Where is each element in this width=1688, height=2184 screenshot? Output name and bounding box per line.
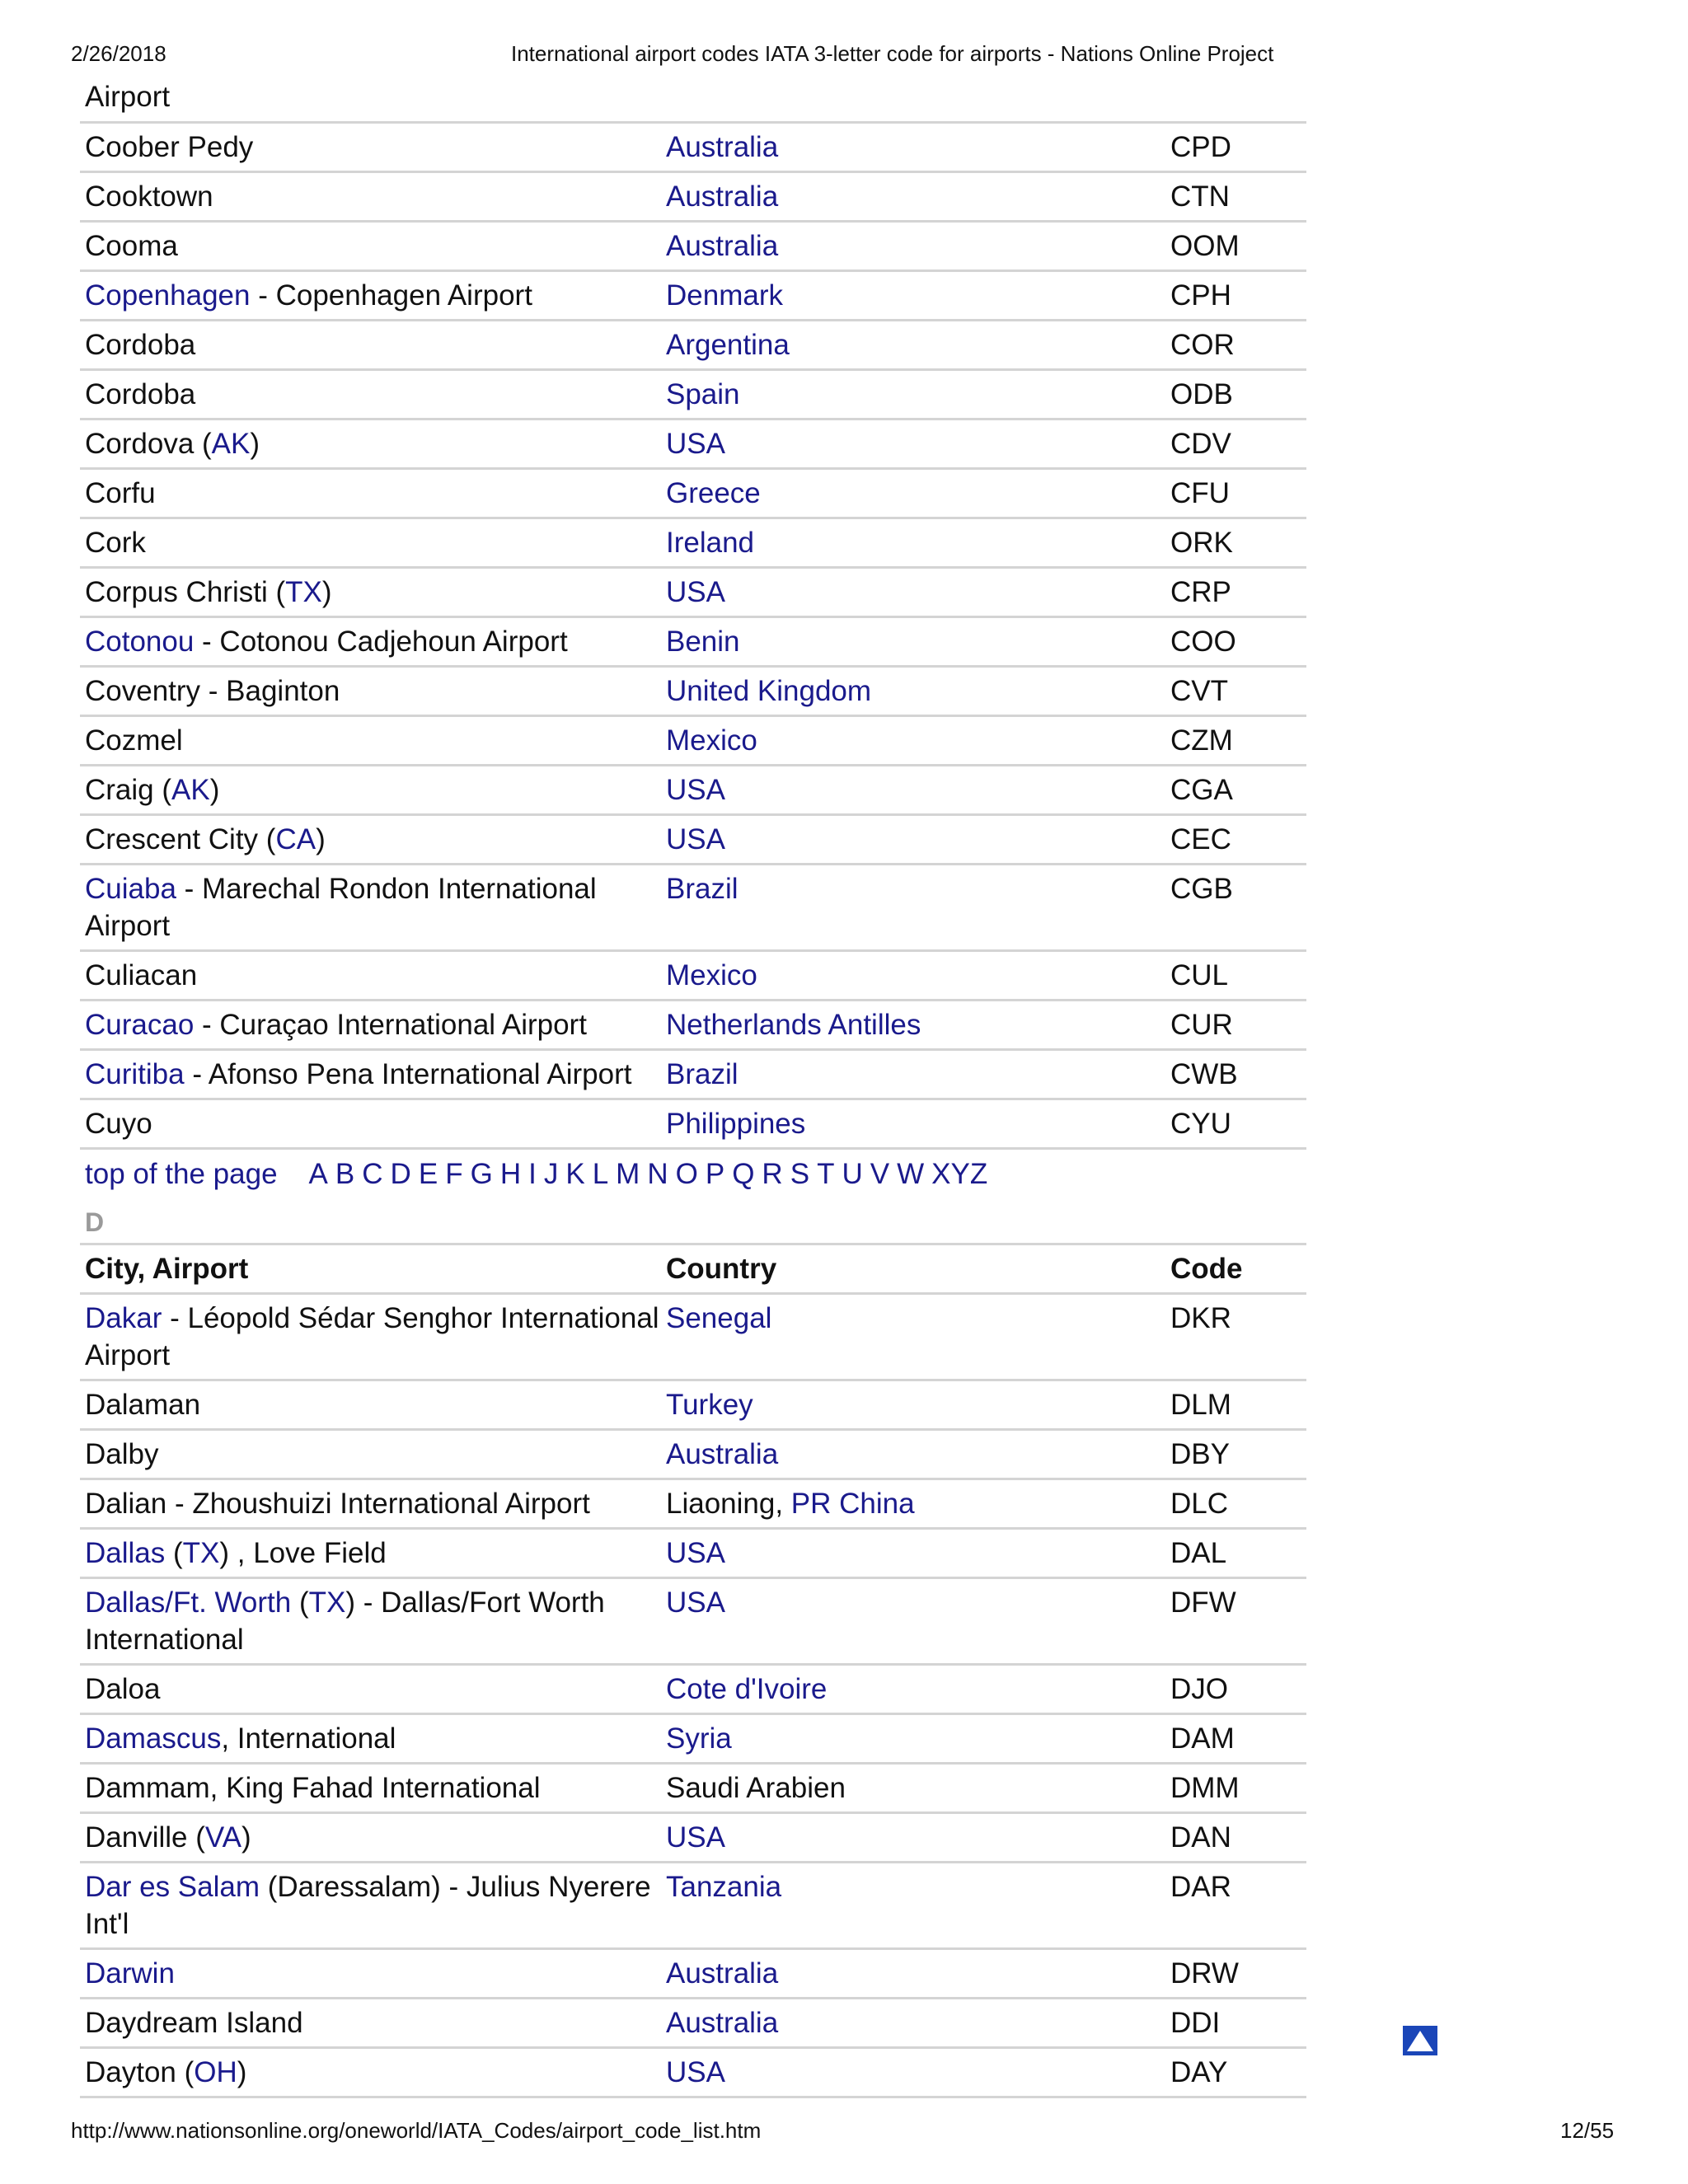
table-row <box>80 1530 1306 1579</box>
code-cell: OOM <box>1170 230 1240 262</box>
table-link[interactable]: OH <box>194 2056 237 2088</box>
country-cell <box>661 425 1165 467</box>
code-cell: DJO <box>1170 1673 1228 1705</box>
cell-text: - Cotonou Cadjehoun Airport <box>194 626 568 658</box>
table-link[interactable]: Mexico <box>666 959 757 991</box>
country-cell <box>661 722 1165 764</box>
country-cell <box>661 2054 1165 2096</box>
cell-text: - Curaçao International Airport <box>194 1009 587 1041</box>
header-country: Country <box>666 1253 777 1285</box>
country-cell <box>661 1056 1165 1098</box>
country-cell <box>661 1386 1165 1428</box>
table-link[interactable]: Turkey <box>666 1389 753 1421</box>
city-airport-cell <box>80 227 661 269</box>
table-link[interactable]: Syria <box>666 1722 732 1755</box>
country-cell <box>661 1300 1165 1379</box>
code-cell: CYU <box>1170 1108 1231 1140</box>
cell-text: Cozmel <box>85 724 183 757</box>
table-link[interactable]: Dallas/Ft. Worth <box>85 1586 292 1619</box>
letter-link-s[interactable]: S <box>790 1158 810 1190</box>
country-cell <box>661 1819 1165 1861</box>
city-airport-cell <box>80 870 661 949</box>
cell-text: (Daressalam) - Julius Nyerere Int'l <box>85 1871 651 1940</box>
cell-text: Cordova ( <box>85 428 212 460</box>
table-row <box>80 1431 1306 1480</box>
country-cell <box>661 1671 1165 1713</box>
print-page-title: International airport codes IATA 3-letter code for airports - Nations Online Project <box>511 41 1274 66</box>
table-link[interactable]: Argentina <box>666 329 790 361</box>
table-row <box>80 668 1306 717</box>
city-airport-cell <box>80 1535 661 1577</box>
code-cell: DAL <box>1170 1537 1227 1569</box>
table-body-c <box>80 124 1306 1150</box>
table-link[interactable]: Mexico <box>666 724 757 757</box>
code-cell: DRW <box>1170 1957 1239 1990</box>
code-cell: CGA <box>1170 774 1233 806</box>
code-cell: ORK <box>1170 527 1233 559</box>
cell-text: Dalby <box>85 1438 159 1470</box>
cell-text: ) , Love Field <box>219 1537 387 1569</box>
table-row <box>80 569 1306 618</box>
country-cell <box>661 1105 1165 1147</box>
country-cell <box>661 129 1165 171</box>
code-cell: CEC <box>1170 823 1231 855</box>
city-airport-cell <box>80 1485 661 1527</box>
table-row <box>80 1814 1306 1863</box>
table-link[interactable]: CA <box>275 823 316 855</box>
table-link[interactable]: Cotonou <box>85 626 195 658</box>
table-link[interactable]: Dakar <box>85 1302 162 1334</box>
table-link[interactable]: USA <box>666 774 725 806</box>
cell-text: Daloa <box>85 1673 161 1705</box>
print-url: http://www.nationsonline.org/oneworld/IATA_Codes/airport_code_list.htm <box>71 2118 762 2143</box>
code-cell: CDV <box>1170 428 1231 460</box>
city-airport-cell <box>80 1300 661 1379</box>
cell-text: Cordoba <box>85 378 196 410</box>
table-link[interactable]: Cuiaba <box>85 873 176 905</box>
code-cell: DAY <box>1170 2056 1228 2088</box>
page-number: 12/55 <box>1560 2118 1615 2143</box>
continued-cell: Airport <box>80 74 1306 124</box>
table-link[interactable]: Australia <box>666 230 779 262</box>
table-row <box>80 321 1306 371</box>
cell-text: Cuyo <box>85 1108 152 1140</box>
table-row <box>80 1715 1306 1765</box>
table-link[interactable]: Greece <box>666 477 761 509</box>
cell-text: ( <box>165 1537 183 1569</box>
up-arrow-icon[interactable] <box>1403 2026 1437 2055</box>
city-airport-cell <box>80 326 661 368</box>
city-airport-cell <box>80 178 661 220</box>
table-link[interactable]: Senegal <box>666 1302 772 1334</box>
table-row <box>80 272 1306 321</box>
city-airport-cell <box>80 1720 661 1762</box>
city-airport-cell <box>80 1769 661 1811</box>
cell-text: Danville ( <box>85 1821 205 1854</box>
cell-text: , International <box>221 1722 396 1755</box>
code-cell: DMM <box>1170 1772 1240 1804</box>
country-cell <box>661 673 1165 715</box>
letter-link-m[interactable]: M <box>616 1158 640 1190</box>
city-airport-cell <box>80 722 661 764</box>
country-cell <box>661 1769 1165 1811</box>
table-row <box>80 223 1306 272</box>
cell-text: ) - Dallas/Fort Worth International <box>85 1586 605 1656</box>
code-cell: DAN <box>1170 1821 1231 1854</box>
letter-link-i[interactable]: I <box>528 1158 537 1190</box>
country-cell <box>661 2004 1165 2046</box>
country-cell <box>661 178 1165 220</box>
city-airport-cell <box>80 1819 661 1861</box>
table-row <box>80 2049 1306 2098</box>
table-row <box>80 1480 1306 1530</box>
header-city: City, Airport <box>85 1253 249 1285</box>
city-airport-cell <box>80 129 661 171</box>
city-airport-cell <box>80 376 661 418</box>
city-airport-cell <box>80 957 661 999</box>
country-cell <box>661 574 1165 616</box>
table-row <box>80 1100 1306 1150</box>
country-cell <box>661 475 1165 517</box>
cell-text: Dalian - Zhoushuizi International Airport <box>85 1488 590 1520</box>
cell-text: Corfu <box>85 477 156 509</box>
city-airport-cell <box>80 1056 661 1098</box>
country-cell <box>661 326 1165 368</box>
letter-link-n[interactable]: N <box>647 1158 668 1190</box>
code-cell: CGB <box>1170 873 1233 905</box>
cell-text: ) <box>237 2056 247 2088</box>
country-cell <box>661 1006 1165 1048</box>
letter-link-a[interactable]: A <box>308 1158 328 1190</box>
table-link[interactable]: Brazil <box>666 873 738 905</box>
table-row <box>80 1295 1306 1381</box>
cell-text: Corpus Christi ( <box>85 576 286 608</box>
city-airport-cell <box>80 2004 661 2046</box>
code-cell: CUR <box>1170 1009 1233 1041</box>
table-link[interactable]: Cote d'Ivoire <box>666 1673 828 1705</box>
table-row <box>80 371 1306 420</box>
city-airport-cell <box>80 1868 661 1947</box>
table-link[interactable]: TX <box>182 1537 220 1569</box>
airport-table <box>80 74 1306 2098</box>
table-body-d <box>80 1295 1306 2098</box>
country-cell <box>661 957 1165 999</box>
table-link[interactable]: USA <box>666 576 725 608</box>
city-airport-cell <box>80 1006 661 1048</box>
table-link[interactable]: VA <box>204 1821 241 1854</box>
cell-text: Daydream Island <box>85 2007 303 2039</box>
city-airport-cell <box>80 524 661 566</box>
letter-link-d[interactable]: D <box>390 1158 411 1190</box>
table-link[interactable]: USA <box>666 428 725 460</box>
cell-text: Dammam, King Fahad International <box>85 1772 541 1804</box>
country-cell <box>661 1720 1165 1762</box>
country-cell <box>661 1955 1165 1997</box>
cell-text: Coober Pedy <box>85 131 254 163</box>
country-cell <box>661 1436 1165 1478</box>
table-row <box>80 420 1306 470</box>
cell-text: Cooma <box>85 230 178 262</box>
table-link[interactable]: PR China <box>790 1488 915 1520</box>
table-link[interactable]: Darwin <box>85 1957 175 1990</box>
table-link[interactable]: Dar es Salam <box>85 1871 260 1903</box>
cell-text: ) <box>209 774 220 806</box>
letter-link-g[interactable]: G <box>470 1158 493 1190</box>
code-cell: COO <box>1170 626 1236 658</box>
table-link[interactable]: TX <box>285 576 322 608</box>
letter-link-xyz[interactable]: XYZ <box>931 1158 988 1190</box>
code-cell: CUL <box>1170 959 1229 991</box>
code-cell: DFW <box>1170 1586 1236 1619</box>
country-cell <box>661 376 1165 418</box>
code-cell: DAM <box>1170 1722 1235 1755</box>
print-date: 2/26/2018 <box>71 41 166 66</box>
city-airport-cell <box>80 623 661 665</box>
table-link[interactable]: United Kingdom <box>666 675 872 707</box>
code-cell: CTN <box>1170 180 1230 213</box>
table-link[interactable]: Spain <box>666 378 740 410</box>
letter-link-f[interactable]: F <box>445 1158 463 1190</box>
cell-text: - Léopold Sédar Senghor International Airport <box>85 1302 659 1371</box>
letter-link-v[interactable]: V <box>870 1158 890 1190</box>
country-cell <box>661 771 1165 813</box>
table-row <box>80 766 1306 816</box>
table-link[interactable]: Australia <box>666 1438 779 1470</box>
table-link[interactable]: Curacao <box>85 1009 195 1041</box>
table-row <box>80 816 1306 865</box>
table-link[interactable]: Australia <box>666 2007 779 2039</box>
table-link[interactable]: AK <box>171 774 210 806</box>
code-cell: CWB <box>1170 1058 1238 1090</box>
letter-link-c[interactable]: C <box>362 1158 383 1190</box>
cell-text: ) <box>250 428 260 460</box>
cell-text: ( <box>291 1586 309 1619</box>
table-row <box>80 1666 1306 1715</box>
letter-link-l[interactable]: L <box>592 1158 609 1190</box>
table-link[interactable]: Damascus <box>85 1722 222 1755</box>
cell-text: Saudi Arabien <box>666 1772 846 1804</box>
table-link[interactable]: Australia <box>666 1957 779 1990</box>
country-cell <box>661 1535 1165 1577</box>
code-cell: CPD <box>1170 131 1231 163</box>
letter-link-r[interactable]: R <box>762 1158 783 1190</box>
country-cell <box>661 821 1165 863</box>
cell-text: Dayton ( <box>85 2056 195 2088</box>
country-cell <box>661 1584 1165 1663</box>
letter-link-p[interactable]: P <box>705 1158 725 1190</box>
country-cell <box>661 623 1165 665</box>
table-row <box>80 519 1306 569</box>
letter-link-e[interactable]: E <box>418 1158 438 1190</box>
city-airport-cell <box>80 1955 661 1997</box>
table-link[interactable]: USA <box>666 1821 725 1854</box>
letter-link-j[interactable]: J <box>543 1158 559 1190</box>
city-airport-cell <box>80 771 661 813</box>
code-cell: DKR <box>1170 1302 1231 1334</box>
cell-text: Liaoning, <box>666 1488 791 1520</box>
table-row <box>80 1579 1306 1666</box>
table-row <box>80 717 1306 766</box>
city-airport-cell <box>80 821 661 863</box>
letter-link-k[interactable]: K <box>565 1158 585 1190</box>
city-airport-cell <box>80 2054 661 2096</box>
city-airport-cell <box>80 673 661 715</box>
cell-text: ) <box>316 823 326 855</box>
country-cell <box>661 870 1165 949</box>
code-cell: ODB <box>1170 378 1233 410</box>
table-row <box>80 865 1306 952</box>
cell-text: Cooktown <box>85 180 213 213</box>
city-airport-cell <box>80 1584 661 1663</box>
letter-link-t[interactable]: T <box>817 1158 835 1190</box>
city-airport-cell <box>80 1671 661 1713</box>
table-link[interactable]: Tanzania <box>666 1871 782 1903</box>
cell-text: Dalaman <box>85 1389 201 1421</box>
table-row <box>80 1765 1306 1814</box>
table-row <box>80 618 1306 668</box>
code-cell: CVT <box>1170 675 1228 707</box>
table-row <box>80 1051 1306 1100</box>
country-cell <box>661 1868 1165 1947</box>
letter-navigation <box>80 1150 1306 1199</box>
table-link[interactable]: Australia <box>666 131 779 163</box>
country-cell <box>661 1485 1165 1527</box>
letter-link-w[interactable]: W <box>897 1158 925 1190</box>
table-row <box>80 1001 1306 1051</box>
city-airport-cell <box>80 425 661 467</box>
code-cell: CPH <box>1170 279 1231 312</box>
code-cell: CZM <box>1170 724 1233 757</box>
letter-link-u[interactable]: U <box>842 1158 863 1190</box>
table-row <box>80 1999 1306 2049</box>
table-link[interactable]: USA <box>666 823 725 855</box>
table-link[interactable]: Brazil <box>666 1058 738 1090</box>
table-link[interactable]: Philippines <box>666 1108 806 1140</box>
letter-link-b[interactable]: B <box>335 1158 355 1190</box>
table-link[interactable]: TX <box>308 1586 346 1619</box>
section-letter: D <box>80 1199 1306 1245</box>
table-link[interactable]: Netherlands Antilles <box>666 1009 921 1041</box>
country-cell <box>661 524 1165 566</box>
letter-link-h[interactable]: H <box>499 1158 522 1190</box>
country-cell <box>661 227 1165 269</box>
table-link[interactable]: Dallas <box>85 1537 166 1569</box>
letter-link-q[interactable]: Q <box>732 1158 755 1190</box>
cell-text: - Copenhagen Airport <box>250 279 532 312</box>
code-cell: DLM <box>1170 1389 1231 1421</box>
header-code: Code <box>1170 1253 1243 1285</box>
table-link[interactable]: USA <box>666 1537 725 1569</box>
cell-text: ) <box>321 576 332 608</box>
letter-link-o[interactable]: O <box>675 1158 698 1190</box>
city-airport-cell <box>80 1436 661 1478</box>
code-cell: CRP <box>1170 576 1231 608</box>
table-link[interactable]: USA <box>666 1586 725 1619</box>
code-cell: DAR <box>1170 1871 1231 1903</box>
city-airport-cell <box>80 1105 661 1147</box>
cell-text: Cork <box>85 527 146 559</box>
table-row <box>80 1381 1306 1431</box>
cell-text: Cordoba <box>85 329 196 361</box>
table-link[interactable]: USA <box>666 2056 725 2088</box>
cell-text: Culiacan <box>85 959 198 991</box>
cell-text: - Afonso Pena International Airport <box>184 1058 632 1090</box>
code-cell: COR <box>1170 329 1235 361</box>
city-airport-cell <box>80 475 661 517</box>
table-row <box>80 1950 1306 1999</box>
city-airport-cell <box>80 574 661 616</box>
code-cell: DLC <box>1170 1488 1229 1520</box>
table-row <box>80 952 1306 1001</box>
table-row <box>80 124 1306 173</box>
cell-text: ) <box>241 1821 251 1854</box>
top-of-page-link[interactable]: top of the page <box>85 1158 278 1190</box>
city-airport-cell <box>80 1386 661 1428</box>
table-link[interactable]: Curitiba <box>85 1058 185 1090</box>
table-link[interactable]: Ireland <box>666 527 755 559</box>
cell-text: - Marechal Rondon International Airport <box>85 873 597 942</box>
table-link[interactable]: Benin <box>666 626 740 658</box>
country-cell <box>661 277 1165 319</box>
table-header-row <box>80 1245 1306 1295</box>
table-row <box>80 173 1306 223</box>
table-row <box>80 470 1306 519</box>
table-link[interactable]: Denmark <box>666 279 783 312</box>
city-airport-cell <box>80 277 661 319</box>
code-cell: DBY <box>1170 1438 1230 1470</box>
table-link[interactable]: AK <box>211 428 251 460</box>
table-row <box>80 1863 1306 1950</box>
cell-text: Craig ( <box>85 774 172 806</box>
table-link[interactable]: Australia <box>666 180 779 213</box>
cell-text: Coventry - Baginton <box>85 675 340 707</box>
code-cell: DDI <box>1170 2007 1221 2039</box>
cell-text: Crescent City ( <box>85 823 276 855</box>
code-cell: CFU <box>1170 477 1230 509</box>
table-link[interactable]: Copenhagen <box>85 279 251 312</box>
